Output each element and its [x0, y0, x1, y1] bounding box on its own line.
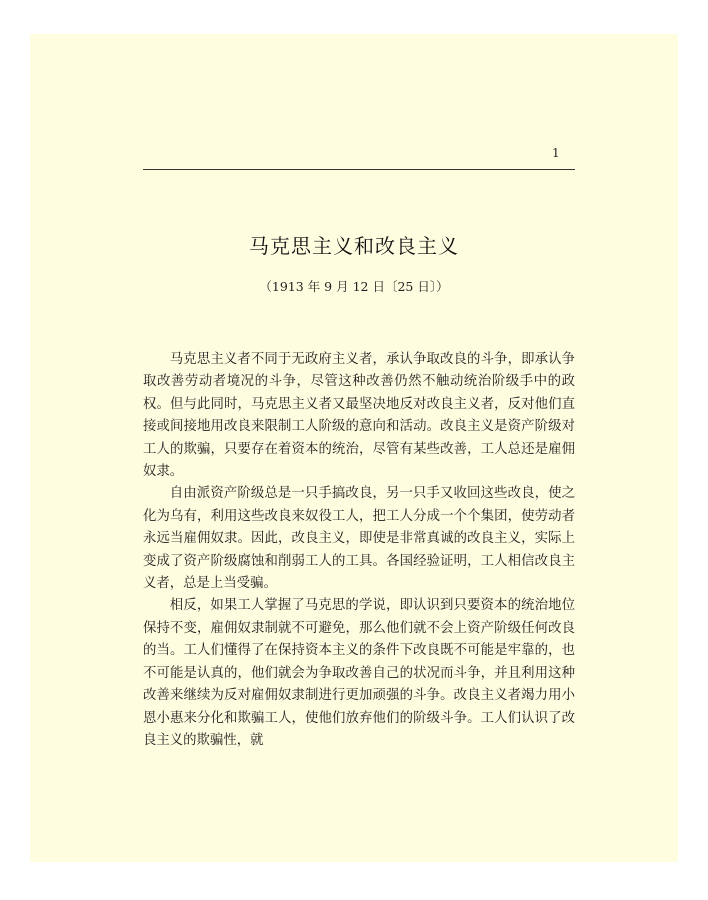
body-text — [143, 349, 575, 752]
page-number: 1 — [552, 146, 560, 160]
paragraph: 自由派资产阶级总是一只手搞改良，另一只手又收回这些改良，使之化为乌有，利用这些改良来奴役工人，把工人分成一个个集团，使劳动者永远当雇佣奴隶。因此，改良主义，即使是非常真诚的改良主义，实际上变成了资产阶级腐蚀和削弱工人的工具。各国经验证明，工人相信改良主义者，总是上当受骗。 — [143, 486, 575, 592]
book-page — [30, 34, 678, 862]
chapter-title: 马克思主义和改良主义 — [249, 234, 459, 258]
paragraph: 相反，如果工人掌握了马克思的学说，即认识到只要资本的统治地位保持不变，雇佣奴隶制就不可避免，那么他们就不会上资产阶级任何改良的当。工人们懂得了在保持资本主义的条件下改良既不可能是牢靠的，也不可能是认真的，他们就会为争取改善自己的状况而斗争，并且利用这种改善来继续为反对雇佣奴隶制进行更加顽强的斗争。改良主义者竭力用小恩小惠来分化和欺骗工人，使他们放弃他们的阶级斗争。工人们认识了改良主义的欺骗性，就 — [143, 598, 575, 748]
paragraph: 马克思主义者不同于无政府主义者，承认争取改良的斗争，即承认争取改善劳动者境况的斗争，尽管这种改善仍然不触动统治阶级手中的政权。但与此同时，马克思主义者又最坚决地反对改良主义者，反对他们直接或间接地用改良来限制工人阶级的意向和活动。改良主义是资产阶级对工人的欺骗，只要存在着资本的统治，尽管有某些改善，工人总还是雇佣奴隶。 — [143, 352, 575, 480]
header-rule — [143, 169, 575, 170]
chapter-date: （1913 年 9 月 12 日〔25 日〕） — [259, 279, 449, 294]
